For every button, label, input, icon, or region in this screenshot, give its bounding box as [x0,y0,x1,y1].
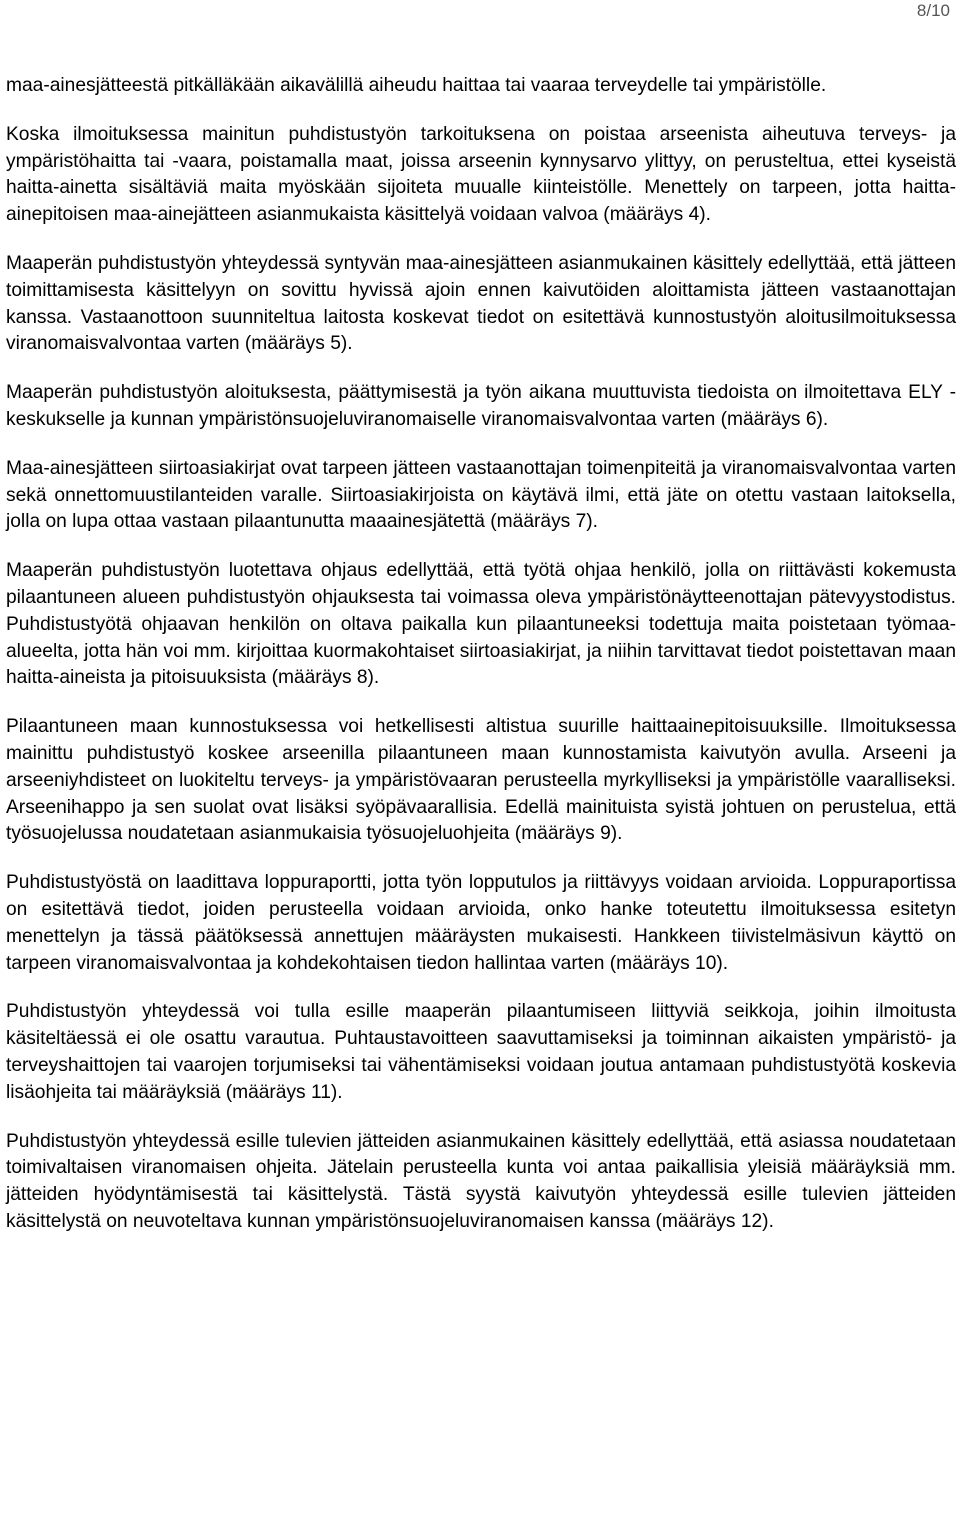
paragraph-4: Maaperän puhdistustyön aloituksesta, päättymisestä ja työn aikana muuttuvista tiedoista on ilmoitettava ELY -keskukselle ja kunnan ympäristönsuojeluviranomaiselle viranomaisvalvontaa varten (määräys 6). [6,382,956,430]
page-number: 8/10 [916,1,950,20]
paragraph-7: Pilaantuneen maan kunnostuksessa voi hetkellisesti altistua suurille haittaainepitoisuuksille. Ilmoituksessa mainittu puhdistustyö koskee arseenilla pilaantuneen maan kunnostamista kaivutyön avulla. Arseeni ja arseeniyhdisteet on luokiteltu terveys- ja ympäristövaaran perusteella myrkylliseksi ja ympäristölle vaaralliseksi. Arseenihappo ja sen suolat ovat lisäksi syöpävaarallisia. Edellä mainituista syistä johtuen on perustelua, että työsuojelussa noudatetaan asianmukaisia työsuojeluohjeita (määräys 9). [6,716,956,845]
document-body [6,73,956,1258]
paragraph-8: Puhdistustyöstä on laadittava loppuraportti, jotta työn lopputulos ja riittävyys voidaan arvioida. Loppuraportissa on esitettävä tiedot, joiden perusteella voidaan arvioida, onko hanke toteutettu ilmoituksessa esitetyn menettelyn ja tässä päätöksessä annettujen määräysten mukaisesti. Hankkeen tiivistelmäsivun käyttö on tarpeen viranomaisvalvontaa ja kohdekohtaisen tiedon hallintaa varten (määräys 10). [6,872,956,974]
paragraph-3: Maaperän puhdistustyön yhteydessä syntyvän maa-ainesjätteen asianmukainen käsittely edellyttää, että jätteen toimittamisesta käsittelyyn on sovittu hyvissä ajoin ennen kaivutöiden aloittamista jätteen vastaanottajan kanssa. Vastaanottoon suunniteltua laitosta koskevat tiedot on esitettävä kunnostustyön aloitusilmoituksessa viranomaisvalvontaa varten (määräys 5). [6,252,956,355]
paragraph-2: Koska ilmoituksessa mainitun puhdistustyön tarkoituksena on poistaa arseenista aiheutuva terveys- ja ympäristöhaitta tai -vaara, poistamalla maat, joissa arseenin kynnysarvo ylittyy, on perusteltua, ettei kyseistä haitta-ainetta sisältäviä maita myöskään sijoiteta muualle kiinteistölle. Menettely on tarpeen, jotta haitta-ainepitoisen maa-ainejätteen asianmukaista käsittelyä voidaan valvoa (määräys 4). [6,123,956,226]
paragraph-6: Maaperän puhdistustyön luotettava ohjaus edellyttää, että työtä ohjaa henkilö, jolla on riittävästi kokemusta pilaantuneen alueen puhdistustyön ohjauksesta tai voimassa oleva ympäristönäytteenottajan pätevyystodistus. Puhdistustyötä ohjaavan henkilön on oltava paikalla kun pilaantuneeksi todettuja maita poistetaan työmaa-alueelta, jotta hän voi mm. kirjoittaa kuormakohtaiset siirtoasiakirjat, ja niihin tarvittavat tiedot poistettavan maan haitta-aineista ja pitoisuuksista (määräys 8). [6,560,956,689]
paragraph-1: maa-ainesjätteestä pitkälläkään aikavälillä aiheudu haittaa tai vaaraa terveydelle tai ympäristölle. [6,75,827,96]
paragraph-9: Puhdistustyön yhteydessä voi tulla esille maaperän pilaantumiseen liittyviä seikkoja, joihin ilmoitusta käsiteltäessä ei ole osattu varautua. Puhtaustavoitteen saavuttamiseksi ja toiminnan aikaisten ympäristö- ja terveyshaittojen tai vaarojen torjumiseksi tai vähentämiseksi voidaan joutua antamaan puhdistustyötä koskevia lisäohjeita tai määräyksiä (määräys 11). [6,1001,956,1103]
paragraph-5: Maa-ainesjätteen siirtoasiakirjat ovat tarpeen jätteen vastaanottajan toimenpiteitä ja viranomaisvalvontaa varten sekä onnettomuustilanteiden varalle. Siirtoasiakirjoista on käytävä ilmi, että jäte on otettu vastaan laitoksella, jolla on lupa ottaa vastaan pilaantunutta maaainesjätettä (määräys 7). [6,457,956,533]
paragraph-10: Puhdistustyön yhteydessä esille tulevien jätteiden asianmukainen käsittely edellyttää, että asiassa noudatetaan toimivaltaisen viranomaisen ohjeita. Jätelain perusteella kunta voi antaa paikallisia yleisiä määräyksiä mm. jätteiden hyödyntämisestä tai käsittelystä. Tästä syystä kaivutyön yhteydessä esille tulevien jätteiden käsittelystä on neuvoteltava kunnan ympäristönsuojeluviranomaisen kanssa (määräys 12). [6,1130,956,1232]
